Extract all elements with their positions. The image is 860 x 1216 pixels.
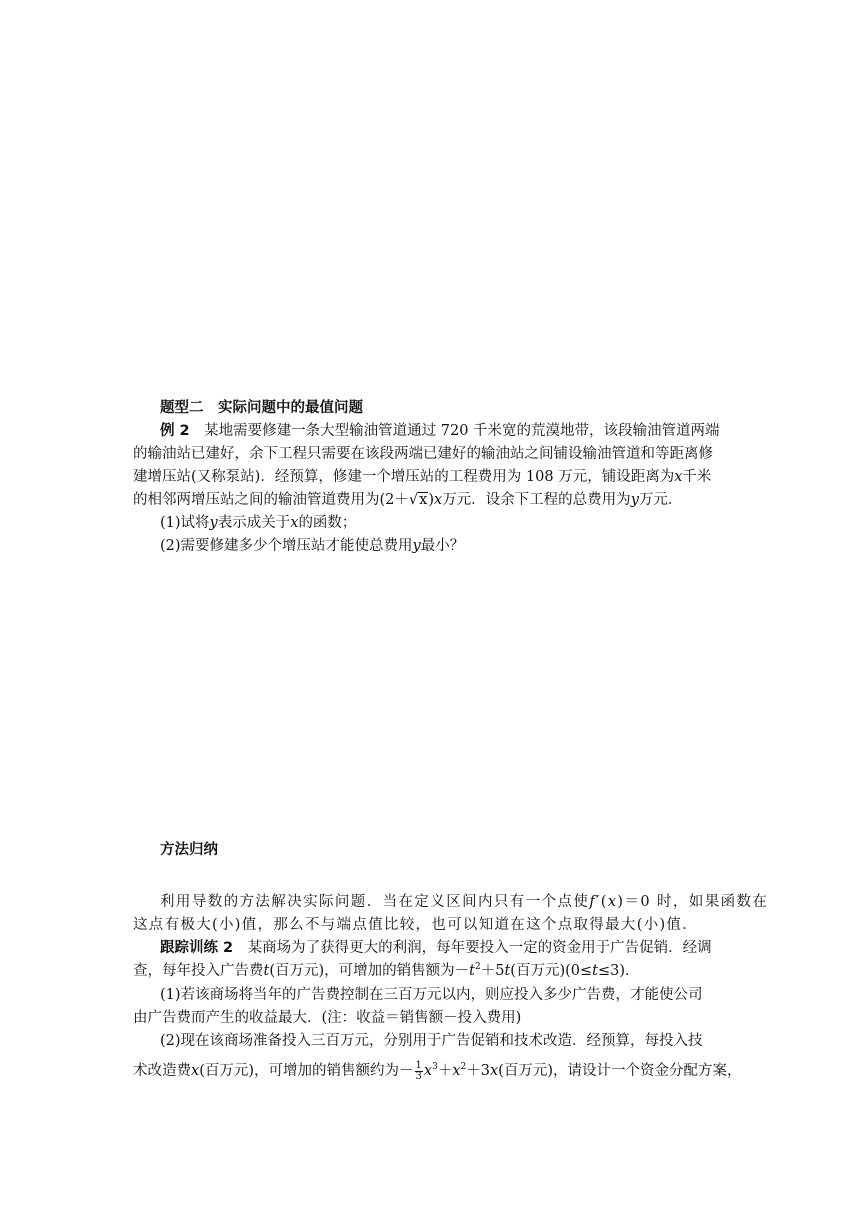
section-title: 题型二 实际问题中的最值问题	[160, 400, 363, 416]
exponent: 2	[474, 962, 481, 973]
example2-text3: 建增压站(又称泵站)．经预算，修建一个增压站的工程费用为 108 万元，铺设距离为	[133, 469, 675, 485]
q2-text-a: 术改造费	[133, 1063, 191, 1079]
q2-text-d: ＋3	[466, 1063, 490, 1079]
method-title: 方法归纳	[160, 842, 218, 858]
q2-text-c: ＋	[437, 1063, 453, 1079]
sqrt-expression: √x	[408, 492, 428, 508]
var-t: t	[592, 963, 598, 979]
paren-close: )	[428, 492, 434, 508]
q1-text-c: 的函数；	[298, 515, 357, 531]
training2-text2b: (百万元)，可增加的销售额为－	[269, 963, 470, 979]
example2-line1	[160, 420, 729, 442]
training2-label: 跟踪训练 2	[160, 940, 234, 956]
example2-text4c: 万元．设余下工程的总费用为	[442, 492, 631, 508]
example2-line3	[133, 466, 729, 488]
var-x: x	[191, 1063, 200, 1079]
training2-line2	[133, 960, 729, 982]
example2-line4	[133, 489, 729, 511]
method-line1	[160, 891, 769, 913]
example2-text4a: 的相邻两增压站之间的输油管道费用为(2＋	[133, 492, 409, 508]
var-x: x	[290, 515, 299, 531]
var-t: t	[504, 963, 511, 979]
q2-text-b: (百万元)，可增加的销售额约为－	[199, 1063, 414, 1079]
var-x: x	[674, 469, 683, 485]
var-x: x	[607, 894, 618, 910]
training2-text2d: (百万元)(0≤	[510, 963, 593, 979]
method-line2: 这点有极大(小)值，那么不与端点值比较，也可以知道在这个点取得最大(小)值．	[133, 917, 699, 933]
exponent: 3	[432, 1062, 438, 1073]
var-x: x	[452, 1063, 461, 1079]
fraction-denominator: 3	[415, 1070, 422, 1082]
training2-q1-line2: 由广告费而产生的收益最大．(注：收益＝销售额－投入费用)	[133, 1010, 522, 1026]
var-x: x	[489, 1063, 499, 1079]
training2-line1	[160, 937, 729, 959]
fraction-numerator: 1	[415, 1059, 422, 1071]
training2-text2c: ＋5	[480, 963, 505, 979]
var-y: y	[209, 515, 218, 531]
example2-label: 例 2	[160, 423, 190, 439]
question1	[160, 512, 729, 534]
sqrt-radicand: x	[419, 492, 428, 508]
q1-text-a: (1)试将	[160, 515, 210, 531]
var-f: f	[589, 894, 597, 910]
var-y: y	[412, 538, 421, 554]
training2-text2a: 查，每年投入广告费	[133, 963, 264, 979]
example2-text3-end: 千米	[682, 469, 712, 485]
var-x: x	[423, 1063, 433, 1079]
training2-q1-line1: (1)若该商场将当年的广告费控制在三百万元以内，则应投入多少广告费，才能使公司	[160, 987, 703, 1003]
training2-q2-line2	[133, 1059, 742, 1082]
q2-text-b: 最小？	[420, 538, 465, 554]
var-t: t	[263, 963, 270, 979]
training2-text1: 某商场为了获得更大的利润，每年要投入一定的资金用于广告促销．经调	[247, 940, 712, 956]
var-y: y	[630, 492, 639, 508]
exponent: 2	[460, 1062, 467, 1073]
training2-q2-line1: (2)现在该商场准备投入三百万元，分别用于广告促销和技术改造．经预算，每投入技	[160, 1033, 703, 1049]
method-text-b: ′(	[596, 894, 608, 910]
example2-line2: 的输油站已建好，余下工程只需要在该段两端已建好的输油站之间铺设输油管道和等距离修	[133, 446, 713, 462]
q2-text-a: (2)需要修建多少个增压站才能使总费用	[160, 538, 413, 554]
q1-text-b: 表示成关于	[217, 515, 291, 531]
example2-text1: 某地需要修建一条大型输油管道通过 720 千米宽的荒漠地带，该段输油管道两端	[204, 423, 720, 439]
example2-text4d: 万元．	[638, 492, 683, 508]
fraction-one-third	[415, 1061, 423, 1082]
question2	[160, 535, 729, 557]
method-text-c: )＝0 时，如果函数在	[617, 894, 769, 910]
q2-text-e: (百万元)，请设计一个资金分配方案，	[498, 1063, 742, 1079]
training2-text2e: ≤3)．	[597, 963, 640, 979]
var-x: x	[434, 492, 443, 508]
var-t: t	[469, 963, 475, 979]
method-text-a: 利用导数的方法解决实际问题．当在定义区间内只有一个点使	[160, 894, 590, 910]
